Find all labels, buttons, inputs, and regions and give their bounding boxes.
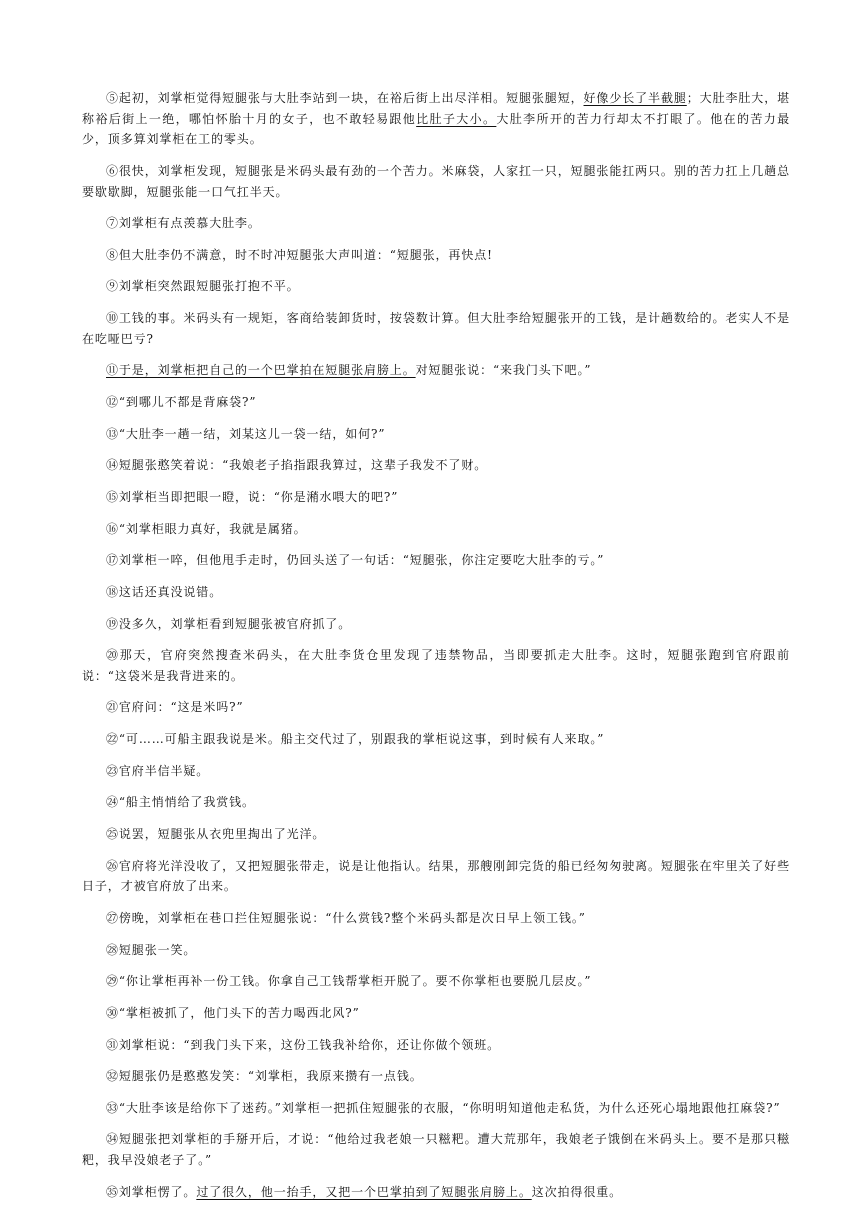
story-paragraph [82, 308, 790, 349]
paragraph-text: ⑱这话还真没说错。 [106, 584, 223, 599]
paragraph-text: ㉛刘掌柜说：“到我门头下来，这份工钱我补给你，还让你做个领班。 [106, 1037, 501, 1052]
paragraph-text: ⑤起初，刘掌柜觉得短腿张与大肚李站到一块，在裕后街上出尽洋相。短腿张腿短， [106, 91, 584, 105]
story-paragraph [82, 1066, 790, 1087]
story-paragraph [82, 519, 790, 540]
paragraph-text: ㉟刘掌柜愣了。 [106, 1184, 197, 1199]
story-paragraph [82, 940, 790, 961]
story-paragraph [82, 1035, 790, 1056]
paragraph-text: ⑭短腿张憨笑着说：“我娘老子掐指跟我算过，这辈子我发不了财。 [106, 458, 488, 473]
story-paragraph [82, 424, 790, 445]
paragraph-text: ⑧但大肚李仍不满意，时不时冲短腿张大声叫道：“短腿张，再快点! [106, 247, 493, 262]
paragraph-text: ㉗傍晚，刘掌柜在巷口拦住短腿张说：“什么赏钱?整个米码头都是次日早上领工钱。” [106, 910, 586, 925]
paragraph-text: ⑬“大肚李一趟一结，刘某这儿一袋一结，如何?” [106, 426, 386, 441]
paragraph-text: ⑫“到哪儿不都是背麻袋?” [106, 395, 257, 410]
paragraph-text: ㉞短腿张把刘掌柜的手掰开后，才说：“他给过我老娘一只糍粑。遭大荒那年，我娘老子饿倒在米码头上。要不是那只糍粑，我早没娘老子了。” [82, 1132, 790, 1168]
paragraph-text: 对短腿张说：“来我门头下吧。” [415, 363, 592, 378]
paragraph-text: ㉑官府问：“这是米吗?” [106, 700, 244, 715]
story-paragraph [82, 1182, 790, 1203]
story-paragraph [82, 487, 790, 508]
story-paragraph [82, 582, 790, 603]
paragraph-text: ㉕说罢，短腿张从衣兜里掏出了光洋。 [106, 827, 326, 842]
paragraph-text: ⑥很快，刘掌柜发现，短腿张是米码头最有劲的一个苦力。米麻袋，人家扛一只，短腿张能扛两只。别的苦力扛上几趟总要歇歇脚，短腿张能一口气扛半天。 [82, 163, 790, 199]
paragraph-text: ㉜短腿张仍是憨憨发笑：“刘掌柜，我原来攒有一点钱。 [106, 1069, 423, 1084]
paragraph-text: ㉓官府半信半疑。 [106, 763, 210, 778]
paragraph-text: ⑨刘掌柜突然跟短腿张打抱不平。 [106, 279, 300, 294]
paragraph-text: ㉙“你让掌柜再补一份工钱。你拿自己工钱帮掌柜开脱了。要不你掌柜也要脱几层皮。” [106, 974, 592, 989]
story-paragraph [82, 729, 790, 750]
story-paragraph [82, 614, 790, 635]
paragraph-text: ⑳那天，官府突然搜查米码头，在大肚李货仓里发现了违禁物品，当即要抓走大肚李。这时，短腿张跑到官府跟前说：“这袋米是我背进来的。 [82, 648, 790, 683]
paragraph-text: ㉘短腿张一笑。 [106, 942, 197, 957]
story-paragraph [82, 360, 790, 381]
story-paragraph [82, 971, 790, 992]
story-paragraph [82, 908, 790, 929]
story-paragraph [82, 1003, 790, 1024]
underlined-sentence: 好像少长了半截腿 [583, 91, 687, 105]
underlined-sentence: 过了很久，他一抬手，又把一个巴掌拍到了短腿张肩膀上。 [196, 1184, 532, 1199]
paragraph-text: ⑮刘掌柜当即把眼一瞪，说：“你是潲水喂大的吧?” [106, 489, 399, 504]
story-paragraph [82, 856, 790, 897]
underlined-sentence: ⑪于是，刘掌柜把自己的一个巴掌拍在短腿张肩膀上。 [106, 363, 416, 378]
paragraph-text: ⑦刘掌柜有点羡慕大肚李。 [106, 216, 261, 231]
story-paragraph [82, 645, 790, 686]
story-paragraph [82, 550, 790, 571]
story-paragraph [82, 213, 790, 234]
paragraph-text: ⑯“刘掌柜眼力真好，我就是属猪。 [106, 521, 307, 536]
paragraph-text: 大肚李所开的苦力行却太不打眼了。他在的苦力最少，顶多算刘掌柜在工的零头。 [82, 111, 790, 147]
story-paragraph [82, 697, 790, 718]
paragraph-text: ㉔“船主悄悄给了我赏钱。 [106, 795, 255, 810]
story-paragraph [82, 455, 790, 476]
story-paragraph [82, 1098, 790, 1119]
paragraph-text: ⑲没多久，刘掌柜看到短腿张被官府抓了。 [106, 616, 352, 631]
paragraph-text: ㉒“可……可船主跟我说是米。船主交代过了，别跟我的掌柜说这事，到时候有人来取。” [106, 732, 605, 747]
paragraph-text: 这次拍得很重。 [531, 1184, 623, 1199]
paragraph-text: ⑰刘掌柜一啐，但他甩手走时，仍回头送了一句话：“短腿张，你注定要吃大肚李的亏。” [106, 553, 605, 568]
story-paragraph [82, 161, 790, 202]
story-paragraph [82, 761, 790, 782]
story-paragraph [82, 792, 790, 813]
story-paragraph [82, 392, 790, 413]
story-paragraph [82, 245, 790, 266]
story-paragraph [82, 276, 790, 297]
paragraph-text: ；大肚李肚大，堪称裕后街上一绝，哪怕怀胎十月的女子，也不敢轻易跟他 [82, 91, 791, 126]
story-paragraph [82, 824, 790, 845]
underlined-sentence: 比肚子大小。 [416, 111, 497, 126]
story-paragraph [82, 1129, 790, 1170]
paragraph-text: ㉚“掌柜被抓了，他门头下的苦力喝西北风?” [106, 1005, 360, 1020]
paragraph-text: ㉖官府将光洋没收了，又把短腿张带走，说是让他指认。结果，那艘刚卸完货的船已经匆匆驶离。短腿张在牢里关了好些日子，才被官府放了出来。 [82, 858, 790, 894]
paragraph-text: ⑩工钱的事。米码头有一规矩，客商给装卸货时，按袋数计算。但大肚李给短腿张开的工钱，是计趟数给的。老实人不是在吃哑巴亏? [82, 311, 790, 346]
story-paragraph [82, 88, 790, 150]
paragraph-text: ㉝“大肚李该是给你下了迷药。”刘掌柜一把抓住短腿张的衣服，“你明明知道他走私货，为什么还死心塌地跟他扛麻袋?” [106, 1100, 781, 1115]
